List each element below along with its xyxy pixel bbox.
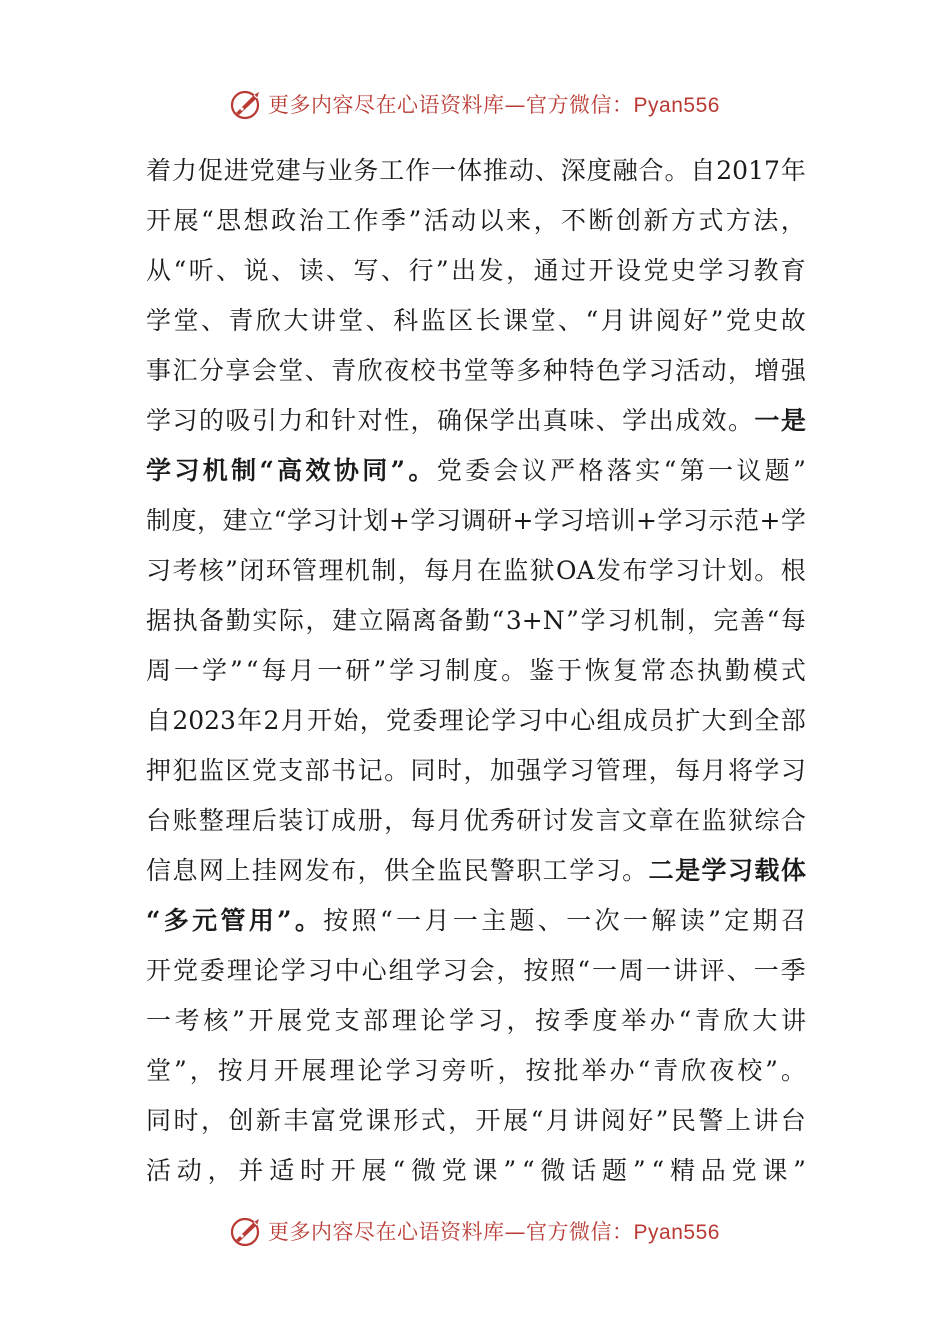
pen-logo-icon: [230, 1214, 264, 1248]
header-brand: 更多内容尽在心语资料库: [268, 93, 505, 117]
text-line: 习 考 核 ” 闭 环 管 理 机 制 ， 每 月 在 监 狱 OA 发 布 学 习 计 划 。 根: [146, 556, 806, 585]
text-line: 据 执 备 勤 实 际 ， 建 立 隔 离 备 勤 “ 3+N ” 学 习 机 制 ， 完 善 “ 每: [146, 606, 806, 635]
text-line: 堂 ” ， 按 月 开 展 理 论 学 习 旁 听 ， 按 批 举 办 “ 青 欣 夜 校 ” 。: [146, 1056, 806, 1085]
text-line: 学 习 的 吸 引 力 和 针 对 性 ， 确 保 学 出 真 味 、 学 出 成 效 。 一 是: [146, 406, 806, 435]
text-line: 学 堂 、 青 欣 大 讲 堂 、 科 监 区 长 课 堂 、 “ 月 讲 阅 好 ” 党 史 故: [146, 306, 806, 335]
text-line: 一 考 核 ” 开 展 党 支 部 理 论 学 习 ， 按 季 度 举 办 “ 青 欣 大 讲: [146, 1006, 806, 1035]
header-watermark: [0, 84, 950, 124]
footer-separator: —: [504, 1220, 527, 1244]
text-line: 开 党 委 理 论 学 习 中 心 组 学 习 会 ， 按 照 “ 一 周 一 讲 评 、 一 季: [146, 956, 806, 985]
text-line: “ 多 元 管 用 ” 。 按 照 “ 一 月 一 主 题 、 一 次 一 解 读 ” 定 期 召: [146, 906, 806, 935]
text-line: 周 一 学 ” “ 每 月 一 研 ” 学 习 制 度 。 鉴 于 恢 复 常 态 执 勤 模 式: [146, 656, 806, 685]
footer-account: Pyan556: [633, 1221, 720, 1244]
document-paragraph: [146, 146, 806, 1196]
text-line: 活 动 ， 并 适 时 开 展 “ 微 党 课 ” “ 微 话 题 ” “ 精 品 党 课 ”: [146, 1156, 806, 1185]
text-line: 信 息 网 上 挂 网 发 布 ， 供 全 监 民 警 职 工 学 习 。 二 是 学 习 载 体: [146, 856, 806, 885]
text-line: 从 “ 听 、 说 、 读 、 写 、 行 ” 出 发 ， 通 过 开 设 党 史 学 习 教 育: [146, 256, 806, 285]
text-line: 台 账 整 理 后 装 订 成 册 ， 每 月 优 秀 研 讨 发 言 文 章 在 监 狱 综 合: [146, 806, 806, 835]
text-line: 事 汇 分 享 会 堂 、 青 欣 夜 校 书 堂 等 多 种 特 色 学 习 活 动 ， 增 强: [146, 356, 806, 385]
header-separator: —: [504, 93, 527, 117]
footer-brand: 更多内容尽在心语资料库: [268, 1220, 505, 1244]
footer-watermark: [0, 1211, 950, 1251]
text-line: 着 力 促 进 党 建 与 业 务 工 作 一 体 推 动 、 深 度 融 合 。 自 2017 年: [146, 156, 806, 185]
header-label: 官方微信：: [526, 93, 634, 117]
footer-watermark-text: [268, 1216, 720, 1246]
header-watermark-text: [268, 89, 720, 119]
text-line: 开 展 “ 思 想 政 治 工 作 季 ” 活 动 以 来 ， 不 断 创 新 方 式 方 法 ，: [146, 206, 806, 235]
text-line: 同 时 ， 创 新 丰 富 党 课 形 式 ， 开 展 “ 月 讲 阅 好 ” 民 警 上 讲 台: [146, 1106, 806, 1135]
text-line: 学 习 机 制 “ 高 效 协 同 ” 。 党 委 会 议 严 格 落 实 “ 第 一 议 题 ”: [146, 456, 806, 485]
text-line: 制 度 ， 建 立 “ 学 习 计 划 + 学 习 调 研 + 学 习 培 训 + 学 习 示 范 + 学: [146, 506, 806, 535]
text-line: 自 2023 年 2 月 开 始 ， 党 委 理 论 学 习 中 心 组 成 员 扩 大 到 全 部: [146, 706, 806, 735]
footer-label: 官方微信：: [526, 1220, 634, 1244]
text-line: 押 犯 监 区 党 支 部 书 记 。 同 时 ， 加 强 学 习 管 理 ， 每 月 将 学 习: [146, 756, 806, 785]
header-account: Pyan556: [633, 94, 720, 117]
pen-logo-icon: [230, 87, 264, 121]
